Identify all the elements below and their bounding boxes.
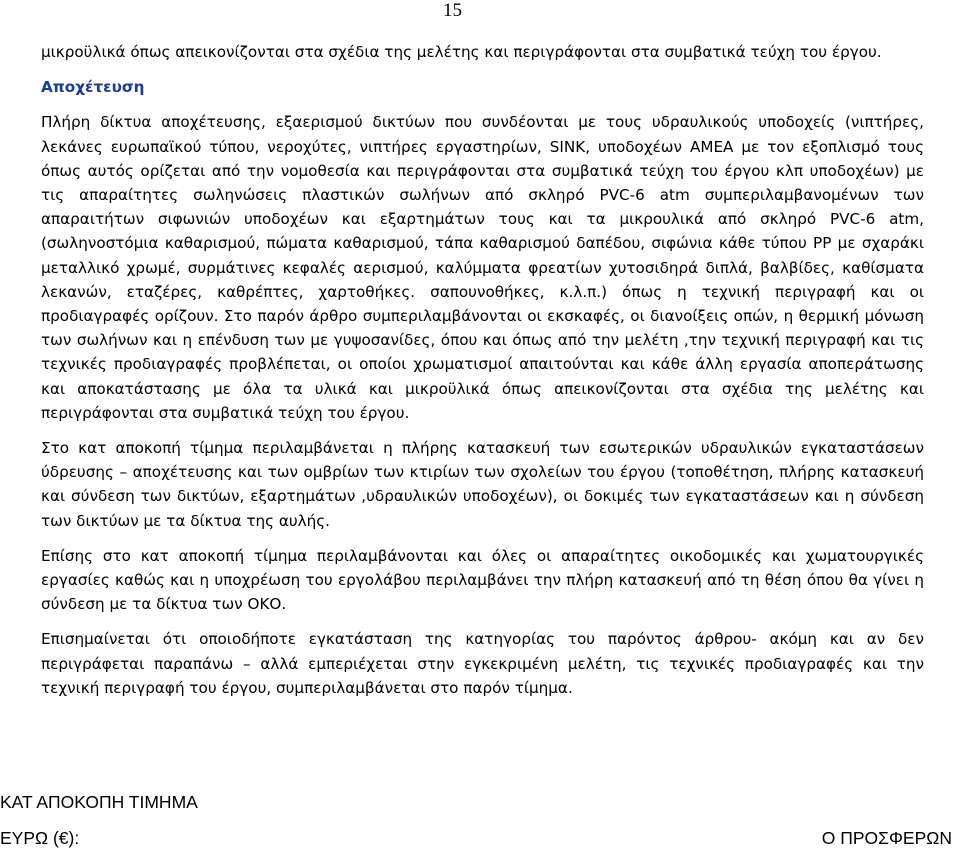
page-number: 15: [443, 0, 462, 21]
section-heading: Αποχέτευση: [41, 78, 145, 97]
offerer-label: Ο ΠΡΟΣΦΕΡΩΝ: [821, 828, 952, 848]
paragraph-1: Πλήρη δίκτυα αποχέτευσης, εξαερισμού δικτύων που συνδέονται με τους υδραυλικούς υποδοχείς (νιπτήρες, λεκάνες ευρωπαϊκού τύπου, νεροχύτες, νιπτήρες εργαστηρίων, SINK, υποδοχέων ΑΜΕΑ με τον εξοπλισμό τους όπως αυτός ορίζεται από την νομοθεσία και περιγράφονται στα συμβατικά τεύχη του έργου κλπ υποδοχέων) με τις απαραίτητες σωληνώσεις πλαστικών σωλήνων από σκληρό PVC-6 atm συμπεριλαμβανομένων των απαραιτήτων σιφωνιών υποδοχέων και εξαρτημάτων τους και τα μικρουλικά από σκληρό PVC-6 atm, (σωληνοστόμια καθαρισμού, πώματα καθαρισμού, τάπα καθαρισμού δαπέδου, σιφώνια κάθε τύπου PP με σχαράκι μεταλλικό χρωμέ, συρμάτινες κεφαλές αερισμού, καλύμματα φρεατίων χυτοσιδηρά διπλά, βαλβίδες, καθίσματα λεκανών, εταζέρες, καθρέπτες, χαρτοθήκες. σαπουνοθήκες, κ.λ.π.) όπως η τεχνική περιγραφή και οι προδιαγραφές ορίζουν. Στο παρόν άρθρο συμπεριλαμβάνονται οι εκσκαφές, οι διανοίξεις οπών, η θερμική μόνωση των σωλήνων και η επένδυση των με γυψοσανίδες, όπου και όπως από την μελέτη ,την τεχνική περιγραφή και τις τεχνικές προδιαγραφές προβλέπεται, οι οποίοι χρωματισμοί απαιτούνται και κάθε άλλη εργασία αποπεράτωσης και αποκατάστασης με όλα τα υλικά και μικροϋλικά όπως απεικονίζονται στα σχέδια της μελέτης και περιγράφονται στα συμβατικά τεύχη του έργου.: [41, 113, 924, 422]
spacer: [41, 616, 924, 627]
spacer: [41, 533, 924, 544]
paragraph-3: Επίσης στο κατ αποκοπή τίμημα περιλαμβάνονται και όλες οι απαραίτητες οικοδομικές και χωματουργικές εργασίες καθώς και η υποχρέωση του εργολάβου περιλαμβάνει την πλήρη κατασκευή από τη θέση όπου θα γίνει η σύνδεση με τα δίκτυα των ΟΚΟ.: [41, 546, 924, 614]
document-body: [41, 40, 924, 700]
spacer: [41, 99, 924, 110]
spacer: [41, 64, 924, 75]
lump-sum-label: ΚΑΤ ΑΠΟΚΟΠΗ ΤΙΜΗΜΑ: [0, 792, 198, 812]
euro-label: ΕΥΡΩ (€):: [0, 828, 80, 848]
paragraph-4: Επισημαίνεται ότι οποιοδήποτε εγκατάσταση της κατηγορίας του παρόντος άρθρου- ακόμη και αν δεν περιγράφεται παραπάνω – αλλά εμπεριέχεται στην εγκεκριμένη μελέτη, τις τεχνικές προδιαγραφές και την τεχνική περιγραφή του έργου, συμπεριλαμβάνεται στο παρόν τίμημα.: [41, 630, 924, 697]
paragraph-2: Στο κατ αποκοπή τίμημα περιλαμβάνεται η πλήρης κατασκευή των εσωτερικών υδραυλικών εγκαταστάσεων ύδρευσης – αποχέτευσης και των ομβρίων των κτιρίων των σχολείων του έργου (τοποθέτηση, πλήρης κατασκευή και σύνδεση των δικτύων, εξαρτημάτων ,υδραυλικών υποδοχέων), οι δοκιμές των εγκαταστάσεων και η σύνδεση των δικτύων με τα δίκτυα της αυλής.: [41, 439, 924, 530]
intro-paragraph: μικροϋλικά όπως απεικονίζονται στα σχέδια της μελέτης και περιγράφονται στα συμβατικά τεύχη του έργου.: [41, 43, 882, 61]
spacer: [41, 425, 924, 436]
